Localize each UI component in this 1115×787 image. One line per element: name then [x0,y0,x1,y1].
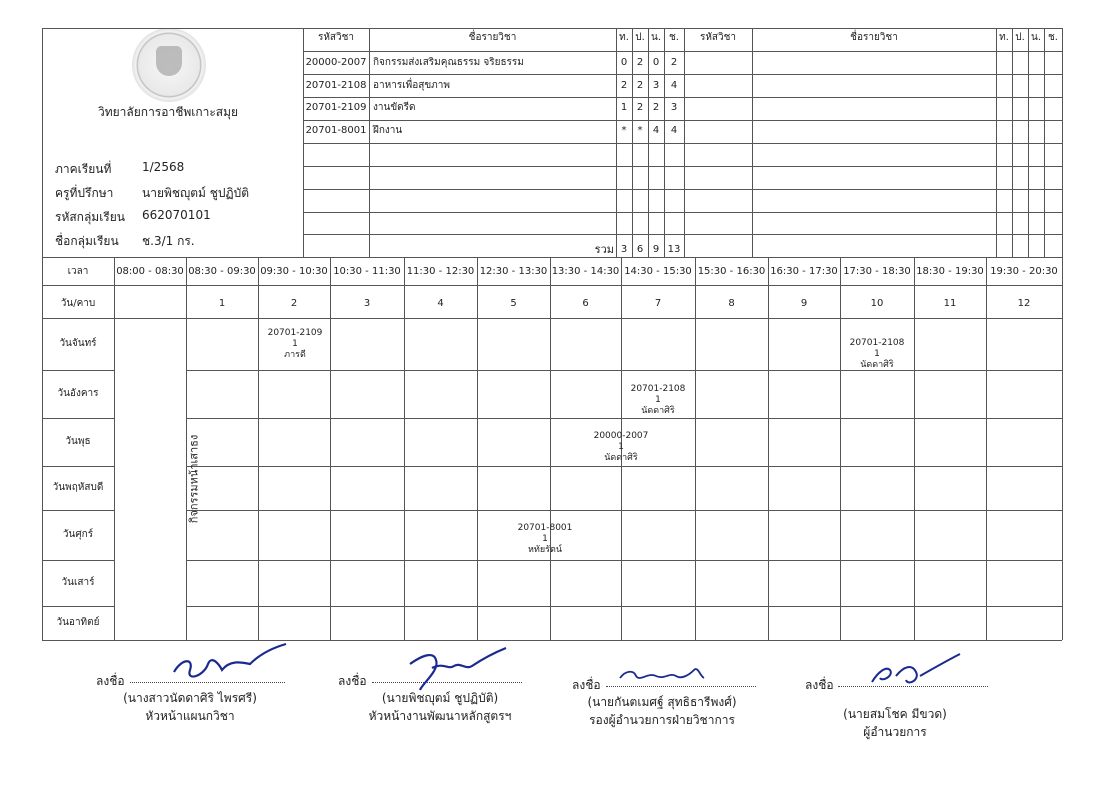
grid-line [186,510,1062,511]
time-slot-header: 19:30 - 20:30 [990,266,1058,278]
grid-line [303,189,1062,190]
subject-h: 4 [670,125,678,137]
group-name-label: ชื่อกลุ่มเรียน [55,234,119,248]
college-name: วิทยาลัยการอาชีพเกาะสมุย [98,105,239,119]
entry-teacher: นัดดาศิริ [860,359,894,370]
entry-teacher: หทัยรัตน์ [528,544,562,555]
entry-code: 20701-2108 [630,384,686,394]
subject-p: 2 [636,102,644,114]
grid-line [42,285,114,286]
grid-line [303,212,1062,213]
subject-code: 20701-2108 [305,80,367,92]
period-label: วัน/คาบ [60,298,96,310]
subject-p: 2 [636,57,644,69]
day-label: วันพุธ [65,436,91,448]
period-number: 1 [218,298,226,310]
time-slot-header: 10:30 - 11:30 [333,266,401,278]
grid-line [186,285,1062,286]
col-p-header: ป. [635,32,645,44]
period-number: 3 [363,298,371,310]
subject-n: 4 [652,125,660,137]
grid-line [114,318,186,319]
time-slot-header: 14:30 - 15:30 [624,266,692,278]
period-number: 9 [800,298,808,310]
term-value: 1/2568 [142,160,185,174]
grid-line [303,143,1062,144]
grid-line [752,28,753,257]
grid-line [186,370,1062,371]
total-label: รวม [594,242,614,256]
class-entry [584,431,658,463]
col-h-header-2: ช. [1048,32,1058,44]
grid-line [186,418,1062,419]
time-slot-header: 08:30 - 09:30 [188,266,256,278]
subject-name: กิจกรรมส่งเสริมคุณธรรม จริยธรรม [373,57,524,69]
entry-count: 1 [292,338,298,349]
entry-code: 20701-2108 [849,338,905,348]
signature-mark [612,660,712,690]
subject-code: 20701-8001 [305,125,367,137]
day-label: วันอังคาร [57,388,99,400]
grid-line [684,28,685,257]
entry-teacher: ภารดี [284,349,306,360]
subject-n: 0 [652,57,660,69]
period-number: 7 [654,298,662,310]
col-n-header-2: น. [1030,32,1041,44]
signatory-name: (นายกันตเมศฐ์ สุทธิธารีพงศ์) [587,695,737,709]
college-logo [132,28,206,102]
term-label: ภาคเรียนที่ [55,162,112,176]
signature-label: ลงชื่อ [805,678,834,692]
grid-line [303,166,1062,167]
signature-mark [400,640,510,695]
subject-name: งานขัดรีด [373,102,416,114]
grid-line [186,318,1062,319]
signature-mark [860,652,965,692]
subject-h: 4 [670,80,678,92]
subject-code: 20000-2007 [305,57,367,69]
grid-line [42,640,114,641]
subject-p: 2 [636,80,644,92]
day-label: วันศุกร์ [62,529,94,541]
time-label: เวลา [67,266,89,278]
subject-p: * [637,125,643,137]
col-code-header: รหัสวิชา [317,32,355,44]
col-t-header: ท. [619,32,629,44]
day-label: วันจันทร์ [59,338,97,350]
grid-line [303,234,1062,235]
subject-name: อาหารเพื่อสุขภาพ [373,80,450,92]
entry-code: 20701-2109 [267,328,323,338]
entry-count: 1 [542,533,548,544]
group-code-label: รหัสกลุ่มเรียน [55,210,125,224]
day-label: วันอาทิตย์ [56,617,100,629]
entry-code: 20701-8001 [517,523,573,533]
col-name-header: ชื่อรายวิชา [468,32,517,44]
time-slot-header: 16:30 - 17:30 [770,266,838,278]
group-code-value: 662070101 [142,208,211,222]
col-p-header-2: ป. [1015,32,1025,44]
period-number: 12 [1017,298,1031,310]
total-t: 3 [620,244,628,256]
grid-line [1012,28,1013,257]
entry-count: 1 [874,348,880,359]
entry-teacher: นัดดาศิริ [641,405,675,416]
signatory-position: รองผู้อำนวยการฝ่ายวิชาการ [589,713,735,727]
col-t-header-2: ท. [999,32,1009,44]
grid-line [186,606,1062,607]
time-slot-header: 09:30 - 10:30 [260,266,328,278]
grid-line [186,560,1062,561]
signatory-name: (นายพิชญุตม์ ชูปฏิบัติ) [381,691,499,705]
grid-line [42,257,1062,258]
signature-label: ลงชื่อ [338,674,367,688]
time-slot-header: 17:30 - 18:30 [843,266,911,278]
signatory-position: หัวหน้างานพัฒนาหลักสูตรฯ [368,709,512,723]
period-number: 2 [290,298,298,310]
period-number: 8 [728,298,735,310]
group-name-value: ช.3/1 กร. [142,234,195,248]
grid-line [1028,28,1029,257]
signatory-position: ผู้อำนวยการ [863,725,927,739]
total-h: 13 [667,244,681,256]
time-slot-header: 15:30 - 16:30 [697,266,766,278]
signatory-name: (นายสมโชค มีขวด) [843,707,947,721]
signature-label: ลงชื่อ [96,674,125,688]
period-number: 11 [943,298,957,310]
subject-name: ฝึกงาน [373,125,403,137]
time-slot-header: 12:30 - 13:30 [479,266,548,278]
col-name-header-2: ชื่อรายวิชา [850,32,898,44]
class-entry [508,523,582,555]
advisor-label: ครูที่ปรึกษา [55,186,114,200]
period-number: 5 [510,298,517,310]
entry-count: 1 [618,441,624,452]
signatory-name: (นางสาวนัดดาศิริ ไพรศรี) [123,691,257,705]
class-entry [621,384,695,416]
grid-line [186,640,1062,641]
time-slot-header: 13:30 - 14:30 [551,266,620,278]
class-entry [258,328,332,360]
grid-line [114,285,186,286]
grid-line [996,28,997,257]
entry-code: 20000-2007 [593,431,649,441]
subject-h: 3 [670,102,678,114]
grid-line [1044,28,1045,257]
grid-line [114,257,115,640]
homeroom-activity: กิจกรรมหน้าเสาธง [187,434,201,524]
col-h-header: ช. [669,32,679,44]
time-slot-header: 11:30 - 12:30 [406,266,475,278]
period-number: 4 [437,298,444,310]
col-code-header-2: รหัสวิชา [699,32,737,44]
signature-label: ลงชื่อ [572,678,601,692]
subject-t: 1 [620,102,628,114]
subject-h: 2 [670,57,678,69]
period-number: 10 [870,298,884,310]
grid-line [186,466,1062,467]
signature-mark [160,640,290,685]
subject-n: 3 [652,80,660,92]
signatory-position: หัวหน้าแผนกวิชา [145,709,235,723]
subject-t: 2 [620,80,628,92]
day-label: วันพฤหัสบดี [52,482,104,494]
subject-code: 20701-2109 [305,102,367,114]
subject-t: * [621,125,627,137]
entry-teacher: นัดดาศิริ [604,452,638,463]
entry-count: 1 [655,394,661,405]
time-slot-header: 08:00 - 08:30 [116,266,184,278]
class-entry [840,338,914,370]
col-n-header: น. [650,32,661,44]
period-number: 6 [582,298,589,310]
day-label: วันเสาร์ [61,577,95,589]
total-p: 6 [636,244,644,256]
subject-t: 0 [620,57,628,69]
total-n: 9 [652,244,660,256]
subject-n: 2 [652,102,660,114]
advisor-value: นายพิชญุตม์ ชูปฏิบัติ [142,186,249,200]
time-slot-header: 18:30 - 19:30 [916,266,984,278]
grid-line [1062,28,1063,640]
